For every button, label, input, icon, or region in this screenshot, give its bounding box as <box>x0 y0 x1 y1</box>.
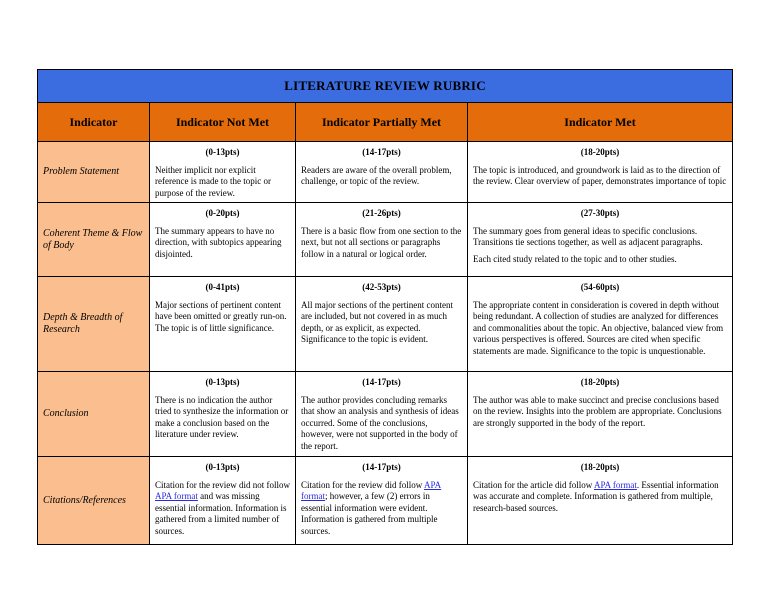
criteria-text: The topic is introduced, and groundwork is laid as to the direction of the review. Clear overview of paper, demonstrates importance of topic <box>473 164 727 186</box>
criteria-text-post: ; however, a few (2) errors in essential information were evident. Information is gathered from multiple sources. <box>301 491 438 536</box>
points-range: (0-13pts) <box>205 377 240 387</box>
indicator-label: Depth & Breadth of Research <box>38 277 150 372</box>
points-range: (18-20pts) <box>580 377 620 387</box>
row-conclusion <box>38 372 733 457</box>
criteria-text-post: and was missing essential information. Information is gathered from a limited number of sources. <box>155 491 287 536</box>
points-range: (54-60pts) <box>580 282 620 292</box>
criteria-text: The author was able to make succinct and precise conclusions based on the review. Insights into the problem are appropriate. Conclusions are strongly supported in the body of the report. <box>473 394 722 428</box>
rubric-table <box>37 69 733 545</box>
points-range: (0-41pts) <box>205 282 240 292</box>
points-range: (18-20pts) <box>580 462 620 472</box>
criteria-text-pre: Citation for the review did follow <box>301 479 424 490</box>
points-range: (0-13pts) <box>205 462 240 472</box>
criteria-text: All major sections of the pertinent content are included, but not covered in as much depth, or as explicit, as expected. Significance to the topic is evident. <box>301 299 453 344</box>
criteria-text-post: . Essential information was accurate and complete. Information is gathered from multiple, research-based sources. <box>473 479 719 513</box>
row-depth-breadth <box>38 277 733 372</box>
criteria-text: The author provides concluding remarks that show an analysis and synthesis of ideas occurred. Some of the conclusions, however, were not supported in the body of the report. <box>301 394 459 451</box>
row-problem-statement <box>38 142 733 203</box>
met-cell <box>468 457 733 545</box>
criteria-text: There is no indication the author tried to synthesize the information or make a conclusion based on the literature under review. <box>155 394 289 439</box>
criteria-text <box>155 480 290 538</box>
criteria-text: The summary appears to have no direction, with subtopics appearing disjointed. <box>155 225 282 259</box>
criteria-text-pre: Citation for the review did not follow <box>155 479 290 490</box>
apa-format-link[interactable]: APA format <box>155 491 198 501</box>
apa-format-link[interactable]: APA format <box>301 479 442 501</box>
header-not-met: Indicator Not Met <box>150 103 296 142</box>
points-range: (27-30pts) <box>580 208 620 218</box>
header-met: Indicator Met <box>468 103 733 142</box>
partial-cell <box>296 372 468 457</box>
points-range: (18-20pts) <box>580 147 620 157</box>
points-range: (0-13pts) <box>205 147 240 157</box>
partial-cell <box>296 203 468 277</box>
not-met-cell <box>150 277 296 372</box>
indicator-label: Problem Statement <box>38 142 150 203</box>
indicator-label: Conclusion <box>38 372 150 457</box>
points-range: (14-17pts) <box>362 462 401 472</box>
criteria-text <box>473 480 727 515</box>
met-cell <box>468 372 733 457</box>
criteria-text: There is a basic flow from one section to the next, but not all sections or paragraphs follow in a natural or logical order. <box>301 225 462 259</box>
partial-cell <box>296 457 468 545</box>
criteria-text: Neither implicit nor explicit reference is made to the topic or purpose of the review. <box>155 164 271 198</box>
not-met-cell <box>150 372 296 457</box>
row-citations <box>38 457 733 545</box>
criteria-text: The appropriate content in consideration is covered in depth without being redundant. A collection of studies are analyzed for differences and commonalities about the topic. An objective, balanced view from various perspectives is offered. Sources are cited when specific statements are made. Significance to the topic is unquestionable. <box>473 299 724 356</box>
criteria-text: Major sections of pertinent content have been omitted or greatly run-on. The topic is of little significance. <box>155 299 287 333</box>
partial-cell <box>296 142 468 203</box>
rubric-title: LITERATURE REVIEW RUBRIC <box>38 70 733 103</box>
criteria-text <box>301 480 462 538</box>
header-row <box>38 103 733 142</box>
header-indicator: Indicator <box>38 103 150 142</box>
points-range: (21-26pts) <box>362 208 401 218</box>
points-range: (42-53pts) <box>362 282 401 292</box>
not-met-cell <box>150 203 296 277</box>
points-range: (14-17pts) <box>362 377 401 387</box>
met-cell <box>468 142 733 203</box>
not-met-cell <box>150 142 296 203</box>
points-range: (14-17pts) <box>362 147 401 157</box>
criteria-text-pre: Citation for the article did follow <box>473 479 594 490</box>
indicator-label: Citations/References <box>38 457 150 545</box>
apa-format-link[interactable]: APA format <box>593 479 637 490</box>
criteria-text: The summary goes from general ideas to specific conclusions. Transitions tie sections together, as well as adjacent paragraphs. <box>473 225 703 247</box>
header-partially-met: Indicator Partially Met <box>296 103 468 142</box>
criteria-text: Readers are aware of the overall problem, challenge, or topic of the review. <box>301 164 452 186</box>
row-coherent-theme <box>38 203 733 277</box>
not-met-cell <box>150 457 296 545</box>
title-row <box>38 70 733 103</box>
points-range: (0-20pts) <box>205 208 240 218</box>
indicator-label: Coherent Theme & Flow of Body <box>38 203 150 277</box>
criteria-text-extra: Each cited study related to the topic and to other studies. <box>473 253 677 264</box>
met-cell <box>468 277 733 372</box>
partial-cell <box>296 277 468 372</box>
met-cell <box>468 203 733 277</box>
